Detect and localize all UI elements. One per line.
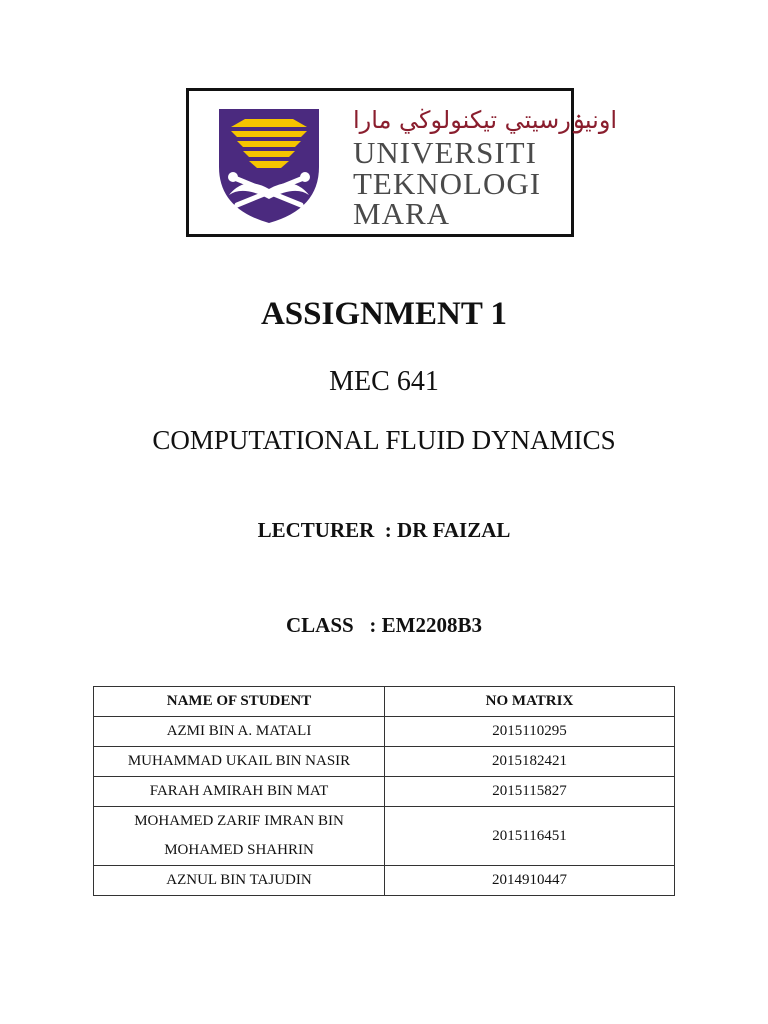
logo-line-teknologi: TEKNOLOGI: [353, 166, 542, 201]
table-row: [94, 807, 675, 866]
student-matrix: 2015115827: [385, 777, 675, 807]
table-row: [94, 717, 675, 747]
student-name-line-2: MOHAMED SHAHRIN: [164, 842, 314, 858]
student-name: [94, 807, 385, 866]
jawi-university-name: اونيۏرسيتي تيكنولوڬي مارا: [353, 106, 618, 134]
class-line: CLASS : EM2208B3: [285, 613, 483, 637]
course-code: MEC 641: [329, 366, 439, 397]
student-matrix: 2015110295: [385, 717, 675, 747]
logo-line-mara: MARA: [353, 196, 451, 231]
student-name: MUHAMMAD UKAIL BIN NASIR: [94, 747, 385, 777]
student-name-line-1: MOHAMED ZARIF IMRAN BIN: [134, 813, 344, 829]
uitm-emblem-icon: [215, 105, 323, 225]
table-row: [94, 866, 675, 896]
university-logo: [186, 88, 618, 237]
student-table: [93, 686, 675, 896]
student-name: AZNUL BIN TAJUDIN: [94, 866, 385, 896]
student-matrix: 2015182421: [385, 747, 675, 777]
assignment-title: ASSIGNMENT 1: [260, 296, 508, 332]
header-name-of-student: NAME OF STUDENT: [94, 687, 385, 717]
table-row: [94, 747, 675, 777]
table-header-row: [94, 687, 675, 717]
logo-line-universiti: UNIVERSITI: [353, 135, 537, 170]
course-name: COMPUTATIONAL FLUID DYNAMICS: [152, 425, 616, 455]
lecturer-line: LECTURER : DR FAIZAL: [257, 518, 511, 542]
student-name: FARAH AMIRAH BIN MAT: [94, 777, 385, 807]
table-row: [94, 777, 675, 807]
student-matrix: 2014910447: [385, 866, 675, 896]
header-no-matrix: NO MATRIX: [385, 687, 675, 717]
student-matrix: 2015116451: [385, 807, 675, 866]
student-name: AZMI BIN A. MATALI: [94, 717, 385, 747]
